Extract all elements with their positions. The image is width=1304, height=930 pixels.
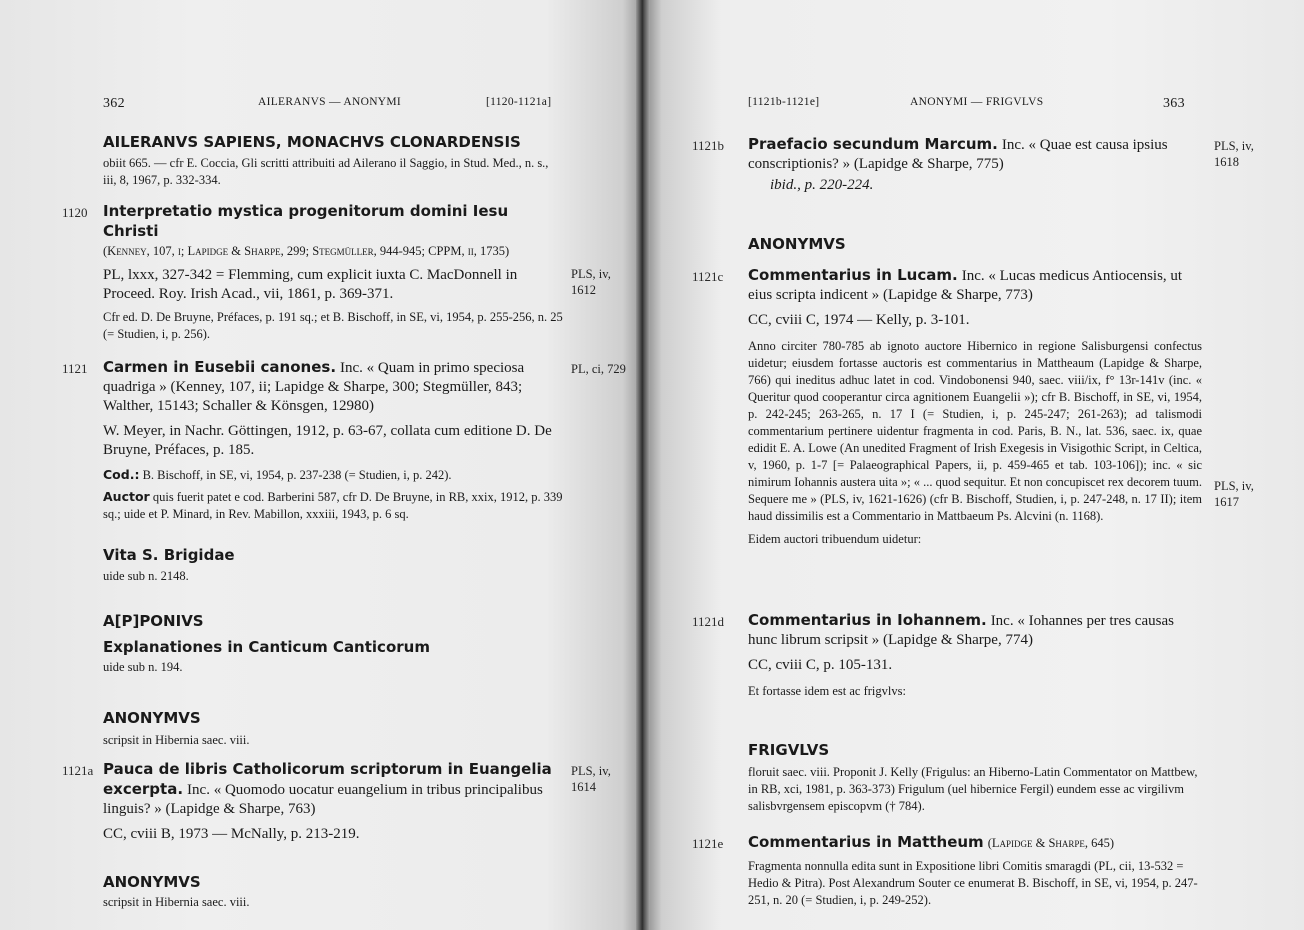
entry-title: ANONYMVS (103, 873, 201, 891)
entry-title: Explanationes in Canticum Canticorum (103, 638, 430, 656)
entry-1121a (103, 759, 565, 844)
entry-title: Pauca de libris Catholicorum scriptorum in Euangelia excerpta. (103, 760, 552, 798)
side-reference: PLS, iv, 1612 (571, 267, 611, 297)
entry-title: ANONYMVS (103, 709, 201, 727)
author-anonymus (748, 234, 1202, 254)
side-reference: PLS, iv, 1617 (1214, 479, 1254, 509)
entry-number: 1121e (692, 836, 724, 851)
left-page-number: 362 (103, 96, 125, 111)
entry-1121b (748, 134, 1202, 195)
right-page-number: 363 (1163, 96, 1185, 111)
entry-body: scripsit in Hibernia saec. viii. (103, 895, 250, 909)
entry-incipit: Inc. « Iohannes per tres causas hunc librum scripsit » (Lapidge & Sharpe, 774) (748, 613, 1174, 648)
left-page (0, 0, 642, 930)
right-running-title: ANONYMI — FRIGVLVS (910, 96, 1044, 108)
entry-ailerani (103, 132, 565, 189)
auctor-text: quis fuerit patet e cod. Barberini 587, cfr D. De Bruyne, in RB, xxix, 1912, p. 339 sq.; uide et P. Minard, in Rev. Mabillon, xxxiii, 1943, p. 6 sq. (103, 490, 563, 521)
entry-incipit: Inc. « Quomodo uocatur euangelium in tribus principalibus linguis? » (Lapidge & Sharpe, 763) (103, 782, 543, 817)
entry-body: uide sub n. 2148. (103, 569, 189, 583)
entry-note-2: Eidem auctori tribuendum uidetur: (748, 532, 922, 546)
side-reference: PLS, iv, 1614 (571, 764, 611, 794)
entry-refs: (Lapidge & Sharpe, 645) (987, 836, 1115, 850)
entry-incipit: Inc. « Quam in primo speciosa quadriga » (Kenney, 107, ii; Lapidge & Sharpe, 300; Stegmüller, 843; Walther, 15143; Schaller & Könsgen, 12980) (103, 360, 525, 414)
entry-1121e (748, 832, 1202, 909)
entry-refs: (Kenney, 107, i; Lapidge & Sharpe, 299; Stegmüller, 944-945; CPPM, ii, 1735) (103, 244, 510, 258)
entry-title: Commentarius in Mattheum (748, 833, 984, 851)
entry-number: 1120 (62, 205, 88, 220)
entry-title: Commentarius in Iohannem. (748, 611, 987, 629)
right-range: [1121b-1121e] (748, 96, 820, 108)
side-reference: PLS, iv, 1618 (1214, 139, 1254, 169)
entry-note: Anno circiter 780-785 ab ignoto auctore Hibernico in regione Salisburgensi confectus uidetur; eiusdem fortasse auctoris est commentarius in Mattheaum (Lapidge & Sharpe, 766) qui ineditus adhuc latet in cod. Vindobonensi 940, saec. viii/ix, f° 13r-141v (inc. « Queritur quod cooperantur circa agnitionem Euangelii »); cfr B. Bischoff, in SE, vi, 1954, p. 242-245; 263-265, n. 17 I (= Studien, i, p. 245-247; 261-263); ad talismodi commentarium pertinere uidentur fragmenta in cod. Paris, B. N., lat. 536, saec. ix, quae edidit E. A. Lowe (An unedited Fragment of Irish Exegesis in Visigothic Script, in Celtica, v, 1960, p. 1-7 [= Palaeographical Papers, ii, p. 459-465 et tab. 103-106]); inc. « sic nimirum Iohannis austera uita »; « ... quod sequitur. Et non concupiscet rex decorem tuum. Sequere me » (PLS, iv, 1621-1626) (cfr B. Bischoff, Studien, i, p. 247-248, n. 17 II); item haud dissimilis est a Commentario in Mattbaeum Ps. Alcvini (n. 1168). (748, 339, 1202, 523)
entry-edition: PL, lxxx, 327-342 = Flemming, cum explicit iuxta C. MacDonnell in Proceed. Roy. Irish Acad., vii, 1861, p. 369-371. (103, 267, 518, 302)
entry-edition: CC, cviii C, 1974 — Kelly, p. 3-101. (748, 312, 970, 328)
entry-explanationes (103, 637, 565, 676)
entry-edition: CC, cviii C, p. 105-131. (748, 657, 893, 673)
author-anonymus (103, 872, 565, 911)
entry-1120 (103, 201, 565, 343)
entry-title: Carmen in Eusebii canones. (103, 358, 337, 376)
entry-title: Praefacio secundum Marcum. (748, 135, 998, 153)
entry-body: ibid., p. 220-224. (770, 177, 874, 193)
entry-1121d (748, 610, 1202, 700)
entry-title: FRIGVLVS (748, 741, 830, 759)
entry-title: ANONYMVS (748, 235, 846, 253)
entry-body: floruit saec. viii. Proponit J. Kelly (Frigulus: an Hiberno-Latin Commentator on Mattbew, in RB, xci, 1981, p. 363-373) Frigulum (uel hibernice Fergil) eundem esse ac virgilivm salisbvrgensem episcopvm († 784). (748, 765, 1198, 813)
author-anonymus (103, 708, 565, 749)
entry-incipit: Inc. « Quae est causa ipsius conscriptionis? » (Lapidge & Sharpe, 775) (748, 137, 1168, 172)
cod-text: B. Bischoff, in SE, vi, 1954, p. 237-238 (= Studien, i, p. 242). (142, 468, 452, 482)
side-reference: PL, ci, 729 (571, 362, 626, 376)
entry-title: Commentarius in Lucam. (748, 266, 958, 284)
auctor-label: Auctor (103, 489, 150, 504)
entry-1121 (103, 357, 565, 523)
entry-title: A[P]PONIVS (103, 612, 204, 630)
right-page (642, 0, 1304, 930)
entry-1121c (748, 265, 1202, 548)
author-apponius (103, 611, 565, 631)
entry-edition: W. Meyer, in Nachr. Göttingen, 1912, p. 63-67, collata cum editione D. De Bruyne, Préfaces, p. 185. (103, 423, 552, 458)
author-frigulus (748, 740, 1202, 815)
entry-vita-brigidae (103, 545, 565, 585)
entry-title: Interpretatio mystica progenitorum domini Iesu Christi (103, 202, 509, 240)
entry-number: 1121c (692, 269, 724, 284)
book-gutter (636, 0, 650, 930)
entry-body: obiit 665. — cfr E. Coccia, Gli scritti attribuiti ad Ailerano il Saggio, in Stud. Med., n. s., iii, 8, 1967, p. 332-334. (103, 156, 549, 187)
entry-body: scripsit in Hibernia saec. viii. (103, 733, 250, 747)
cod-label: Cod.: (103, 467, 140, 482)
entry-number: 1121b (692, 138, 725, 153)
entry-body: uide sub n. 194. (103, 660, 183, 674)
entry-note: Cfr ed. D. De Bruyne, Préfaces, p. 191 sq.; et B. Bischoff, in SE, vi, 1954, p. 255-256, n. 25 (= Studien, i, p. 256). (103, 310, 563, 341)
entry-incipit: Inc. « Lucas medicus Antiocensis, ut eius scripta indicent » (Lapidge & Sharpe, 773) (748, 268, 1183, 303)
entry-edition: CC, cviii B, 1973 — McNally, p. 213-219. (103, 826, 360, 842)
entry-number: 1121d (692, 614, 725, 629)
entry-title: Vita S. Brigidae (103, 546, 235, 564)
entry-title: AILERANVS SAPIENS, MONACHVS CLONARDENSIS (103, 133, 521, 151)
entry-note: Fragmenta nonnulla edita sunt in Expositione libri Comitis smaragdi (PL, cii, 13-532 = Hedio & Pitra). Post Alexandrum Souter ce enumerat B. Bischoff, in SE, vi, 1954, p. 247-251, n. 20 (= Studien, i, p. 249-252). (748, 859, 1198, 907)
left-range: [1120-1121a] (486, 96, 552, 108)
entry-number: 1121 (62, 361, 88, 376)
entry-number: 1121a (62, 763, 94, 778)
left-running-title: AILERANVS — ANONYMI (258, 96, 402, 108)
entry-note: Et fortasse idem est ac frigvlvs: (748, 684, 906, 698)
